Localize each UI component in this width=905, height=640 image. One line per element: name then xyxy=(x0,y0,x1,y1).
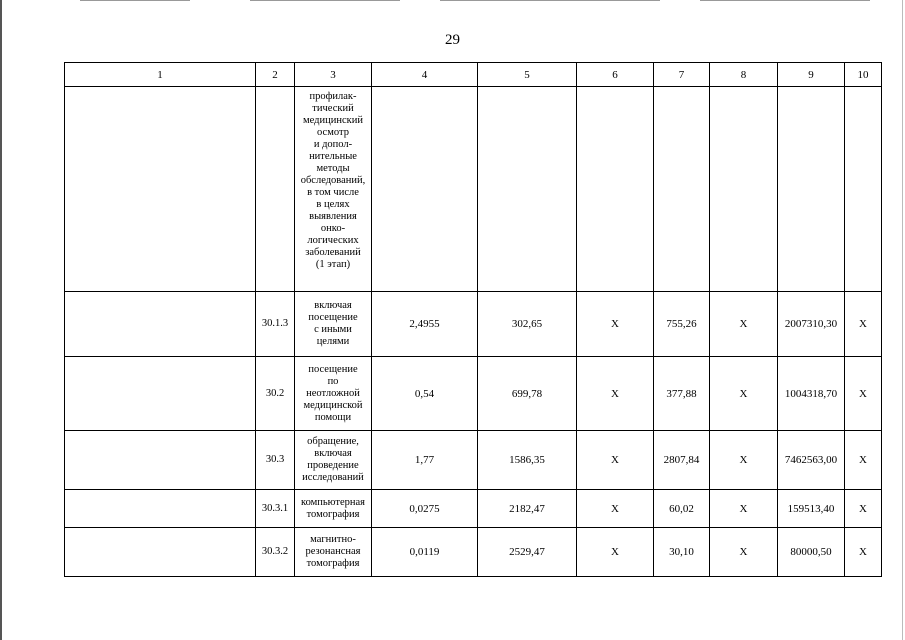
row-name-cell: включая посещение с иными целями xyxy=(295,292,372,357)
table-row xyxy=(65,357,882,431)
table-cell: X xyxy=(710,490,778,528)
table-header-row xyxy=(65,63,882,87)
table-cell: 1,77 xyxy=(372,431,478,490)
column-header: 6 xyxy=(577,63,654,87)
scan-top-line xyxy=(250,0,400,1)
column-header: 9 xyxy=(778,63,845,87)
table-cell: X xyxy=(577,292,654,357)
table-cell: X xyxy=(710,431,778,490)
column-header: 1 xyxy=(65,63,256,87)
table-row xyxy=(65,431,882,490)
row-code-cell: 30.2 xyxy=(256,357,295,431)
table-cell: X xyxy=(845,292,882,357)
table-cell: 2529,47 xyxy=(478,528,577,577)
table-cell: X xyxy=(710,528,778,577)
table-cell: X xyxy=(845,528,882,577)
table-row xyxy=(65,528,882,577)
column-header: 4 xyxy=(372,63,478,87)
column-header: 7 xyxy=(654,63,710,87)
table-cell xyxy=(778,87,845,292)
table-cell xyxy=(65,528,256,577)
scan-top-line xyxy=(80,0,190,1)
table-cell: X xyxy=(577,490,654,528)
table-cell: 2007310,30 xyxy=(778,292,845,357)
table-cell: 2182,47 xyxy=(478,490,577,528)
row-name-cell: посещение по неотложной медицинской помощи xyxy=(295,357,372,431)
table-row xyxy=(65,87,882,292)
table-cell: 0,0119 xyxy=(372,528,478,577)
table-cell: 699,78 xyxy=(478,357,577,431)
table-cell: 1004318,70 xyxy=(778,357,845,431)
table-cell xyxy=(65,490,256,528)
table-cell: 1586,35 xyxy=(478,431,577,490)
table-cell xyxy=(710,87,778,292)
table-cell: 159513,40 xyxy=(778,490,845,528)
table-cell xyxy=(65,292,256,357)
column-header: 2 xyxy=(256,63,295,87)
table-cell: X xyxy=(577,357,654,431)
row-code-cell: 30.3.2 xyxy=(256,528,295,577)
table-cell: 7462563,00 xyxy=(778,431,845,490)
table-cell: X xyxy=(845,490,882,528)
table-cell: X xyxy=(710,357,778,431)
table-cell: X xyxy=(845,431,882,490)
row-code-cell: 30.3 xyxy=(256,431,295,490)
table-cell: 302,65 xyxy=(478,292,577,357)
scan-right-edge xyxy=(902,0,903,640)
row-name-cell: обращение, включая проведение исследований xyxy=(295,431,372,490)
table-cell: X xyxy=(577,528,654,577)
table-cell: X xyxy=(577,431,654,490)
row-name-cell: магнитно- резонансная томография xyxy=(295,528,372,577)
table-cell xyxy=(577,87,654,292)
table-cell: 60,02 xyxy=(654,490,710,528)
table-row xyxy=(65,292,882,357)
table-cell xyxy=(65,87,256,292)
table-cell: 2807,84 xyxy=(654,431,710,490)
table-cell: 755,26 xyxy=(654,292,710,357)
column-header: 8 xyxy=(710,63,778,87)
table-row xyxy=(65,490,882,528)
table-cell xyxy=(65,357,256,431)
column-header: 3 xyxy=(295,63,372,87)
scan-top-line xyxy=(440,0,660,1)
table-cell xyxy=(372,87,478,292)
row-name-cell: профилак- тический медицинский осмотр и допол- нительные методы обследований, в том числе в целях выявления онко- логических заболеваний (1 этап) xyxy=(295,87,372,292)
row-code-cell xyxy=(256,87,295,292)
table-cell: 0,54 xyxy=(372,357,478,431)
table-cell: 2,4955 xyxy=(372,292,478,357)
page-number: 29 xyxy=(445,32,460,48)
table-cell: 30,10 xyxy=(654,528,710,577)
table-cell: X xyxy=(845,357,882,431)
column-header: 5 xyxy=(478,63,577,87)
scan-top-line xyxy=(700,0,870,1)
table-cell: 0,0275 xyxy=(372,490,478,528)
table-cell xyxy=(654,87,710,292)
table-cell: 377,88 xyxy=(654,357,710,431)
data-table xyxy=(64,62,882,577)
table-cell: X xyxy=(710,292,778,357)
column-header: 10 xyxy=(845,63,882,87)
row-name-cell: компьютерная томография xyxy=(295,490,372,528)
table-cell xyxy=(845,87,882,292)
scan-left-edge xyxy=(0,0,2,640)
table-cell xyxy=(65,431,256,490)
row-code-cell: 30.1.3 xyxy=(256,292,295,357)
table-cell: 80000,50 xyxy=(778,528,845,577)
table-cell xyxy=(478,87,577,292)
row-code-cell: 30.3.1 xyxy=(256,490,295,528)
